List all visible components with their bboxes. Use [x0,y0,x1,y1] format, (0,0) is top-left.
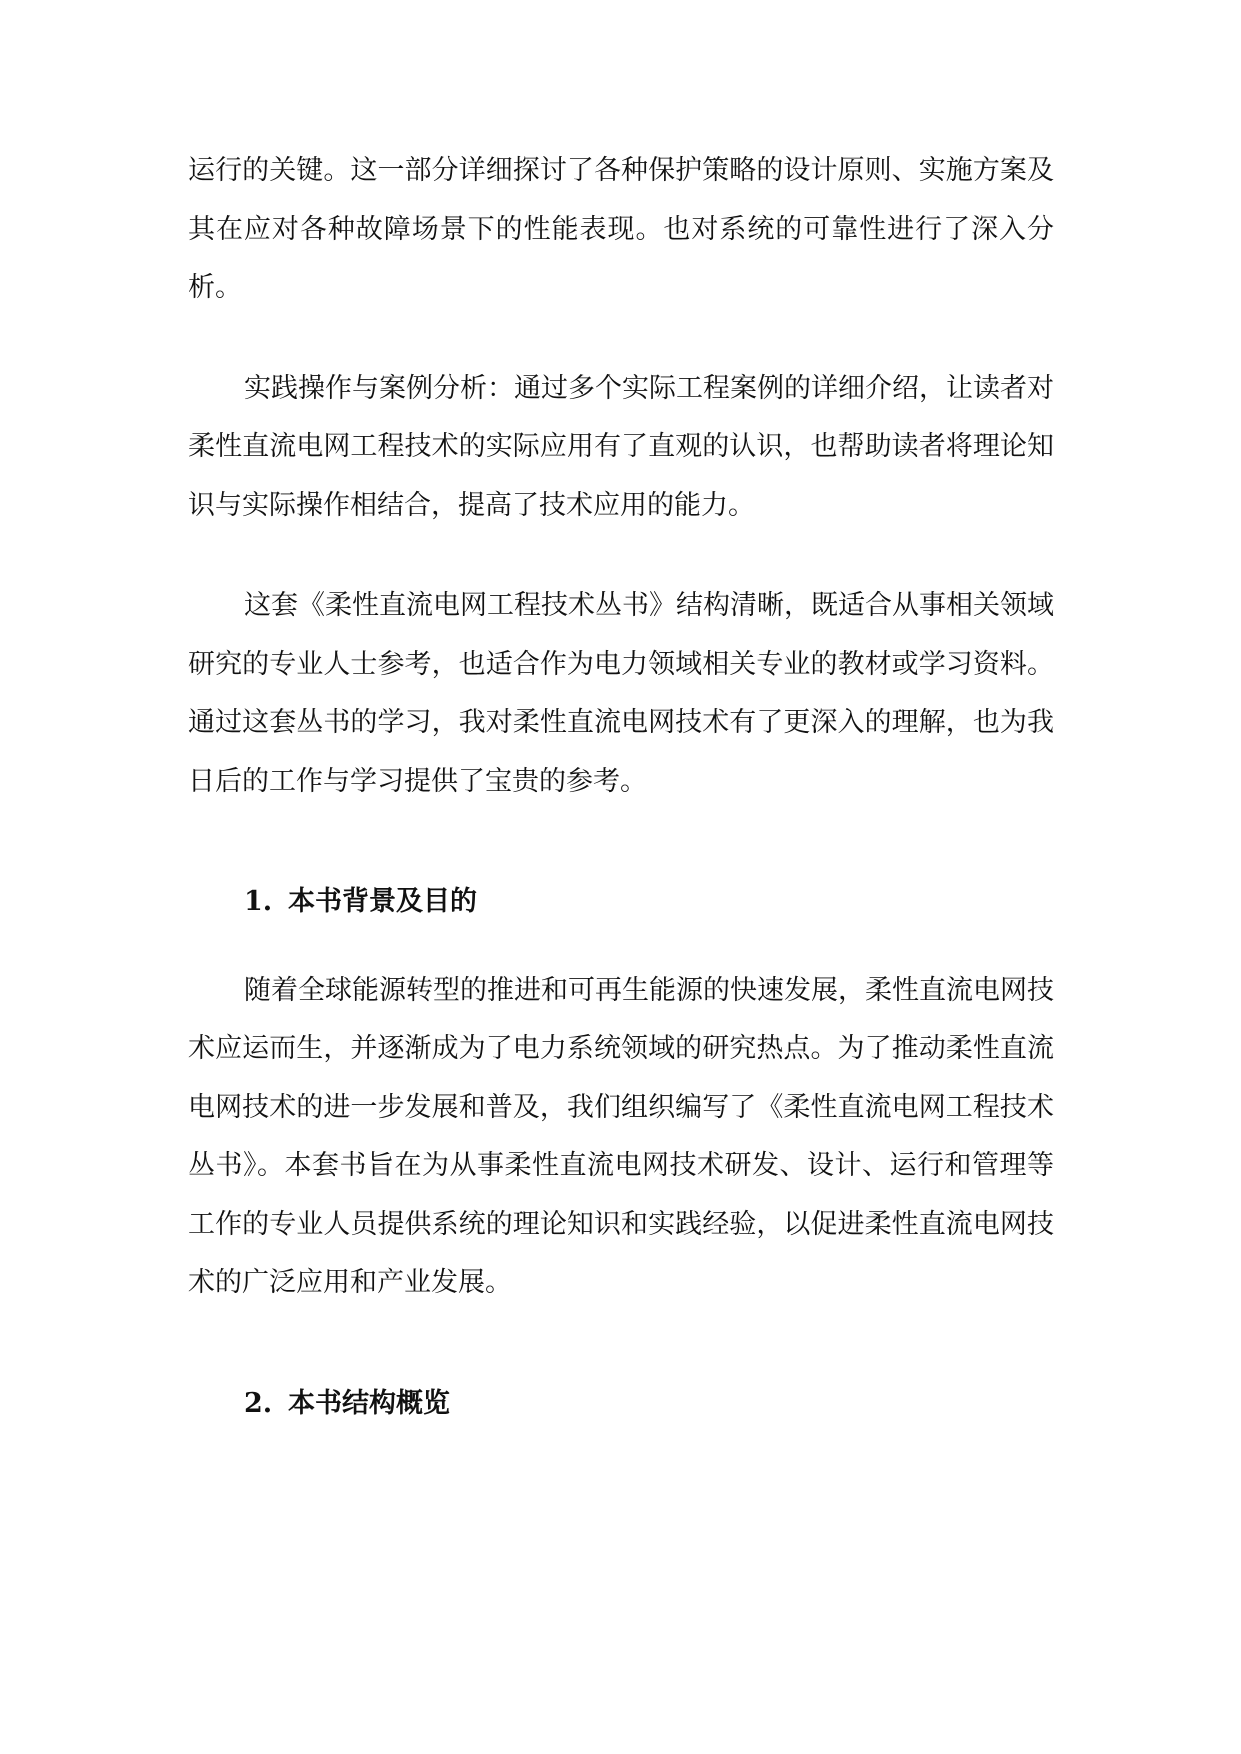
section-title-1: 本书背景及目的 [288,886,477,917]
section-number-1: 1. [244,886,273,917]
paragraph-background: 随着全球能源转型的推进和可再生能源的快速发展，柔性直流电网技术应运而生，并逐渐成为了电力系统领域的研究热点。为了推动柔性直流电网技术的进一步发展和普及，我们组织编写了《柔性直流电网工程技术丛书》。本套书旨在为从事柔性直流电网技术研发、设计、运行和管理等工作的专业人员提供系统的理论知识和实践经验，以促进柔性直流电网技术的广泛应用和产业发展。 [188,974,1054,1298]
paragraph-continuation: 运行的关键。这一部分详细探讨了各种保护策略的设计原则、实施方案及其在应对各种故障场景下的性能表现。也对系统的可靠性进行了深入分析。 [188,155,1054,303]
document-body [188,142,1054,1463]
section-number-2: 2. [244,1387,273,1419]
section-heading-1 [244,873,1054,932]
section-title-2: 本书结构概览 [288,1387,450,1419]
paragraph-practice-cases: 实践操作与案例分析：通过多个实际工程案例的详细介绍，让读者对柔性直流电网工程技术的实际应用有了直观的认识，也帮助读者将理论知识与实际操作相结合，提高了技术应用的能力。 [188,372,1054,521]
paragraph-book-summary: 这套《柔性直流电网工程技术丛书》结构清晰，既适合从事相关领域研究的专业人士参考，也适合作为电力领域相关专业的教材或学习资料。通过这套丛书的学习，我对柔性直流电网技术有了更深入的理解，也为我日后的工作与学习提供了宝贵的参考。 [188,590,1054,797]
section-heading-2 [244,1375,1054,1434]
